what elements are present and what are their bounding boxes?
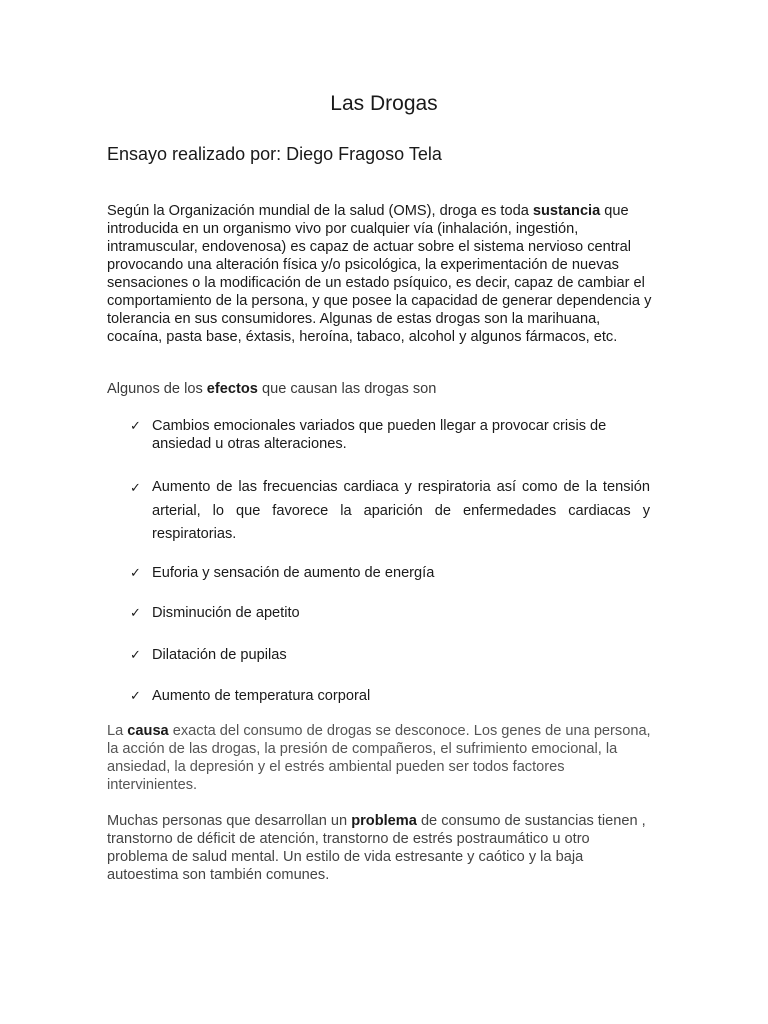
effects-intro-paragraph bbox=[107, 380, 652, 398]
effects-bold-term: efectos bbox=[206, 381, 258, 397]
checkmark-icon: ✓ bbox=[130, 418, 141, 433]
author-subtitle: Ensayo realizado por: Diego Fragoso Tela bbox=[107, 144, 442, 164]
effect-list-item bbox=[130, 646, 650, 664]
effect-text: Dilatación de pupilas bbox=[152, 647, 287, 663]
effect-text: Aumento de las frecuencias cardiaca y respiratoria así como de la tensión arterial, lo que favorece la aparición de enfermedades cardiacas y respiratorias. bbox=[152, 479, 650, 542]
effect-text: Disminución de apetito bbox=[152, 605, 300, 621]
problem-text-end: de consumo de sustancias tienen , transtorno de déficit de atención, transtorno de estrés postraumático u otro problema de salud mental. Un estilo de vida estresante y caótico y la baja autoestima son también comunes. bbox=[107, 813, 646, 883]
effects-intro-end: que causan las drogas son bbox=[257, 381, 437, 397]
effect-text: Aumento de temperatura corporal bbox=[152, 688, 371, 704]
cause-bold-term: causa bbox=[127, 723, 169, 739]
effect-list-item bbox=[130, 687, 650, 705]
problem-paragraph bbox=[107, 812, 652, 884]
effect-list-item bbox=[130, 604, 650, 622]
checkmark-icon: ✓ bbox=[130, 480, 141, 495]
checkmark-icon: ✓ bbox=[130, 647, 141, 662]
effect-list-item bbox=[130, 564, 650, 582]
cause-text-start: La bbox=[107, 723, 128, 739]
problem-text-start: Muchas personas que desarrollan un bbox=[107, 813, 352, 829]
effect-text: Cambios emocionales variados que pueden llegar a provocar crisis de ansiedad u otras alteraciones. bbox=[152, 418, 607, 452]
page-title: Las Drogas bbox=[330, 92, 438, 115]
effect-list-item bbox=[130, 417, 650, 453]
effects-intro-start: Algunos de los bbox=[107, 381, 207, 397]
checkmark-icon: ✓ bbox=[130, 688, 141, 703]
checkmark-icon: ✓ bbox=[130, 605, 141, 620]
effect-list-item bbox=[130, 476, 650, 547]
intro-paragraph bbox=[107, 202, 652, 346]
intro-text-end: que introducida en un organismo vivo por cualquier vía (inhalación, ingestión, intramuscular, endovenosa) es capaz de actuar sobre el sistema nervioso central provocando una alteración física y/o psicológica, la experimentación de nuevas sensaciones o la modificación de un estado psíquico, es decir, capaz de cambiar el comportamiento de la persona, y que posee la capacidad de generar dependencia y tolerancia en sus consumidores. Algunas de estas drogas son la marihuana, cocaína, pasta base, éxtasis, heroína, tabaco, alcohol y algunos fármacos, etc. bbox=[107, 203, 652, 345]
cause-text-end: exacta del consumo de drogas se desconoce. Los genes de una persona, la acción de las drogas, la presión de compañeros, el sufrimiento emocional, la ansiedad, la depresión y el estrés ambiental pueden ser todos factores intervinientes. bbox=[107, 723, 651, 793]
cause-paragraph bbox=[107, 722, 652, 794]
problem-bold-term: problema bbox=[351, 813, 417, 829]
checkmark-icon: ✓ bbox=[130, 565, 141, 580]
effect-text: Euforia y sensación de aumento de energía bbox=[152, 565, 435, 581]
intro-text-start: Según la Organización mundial de la salud (OMS), droga es toda bbox=[107, 203, 533, 219]
intro-bold-term: sustancia bbox=[532, 203, 601, 219]
